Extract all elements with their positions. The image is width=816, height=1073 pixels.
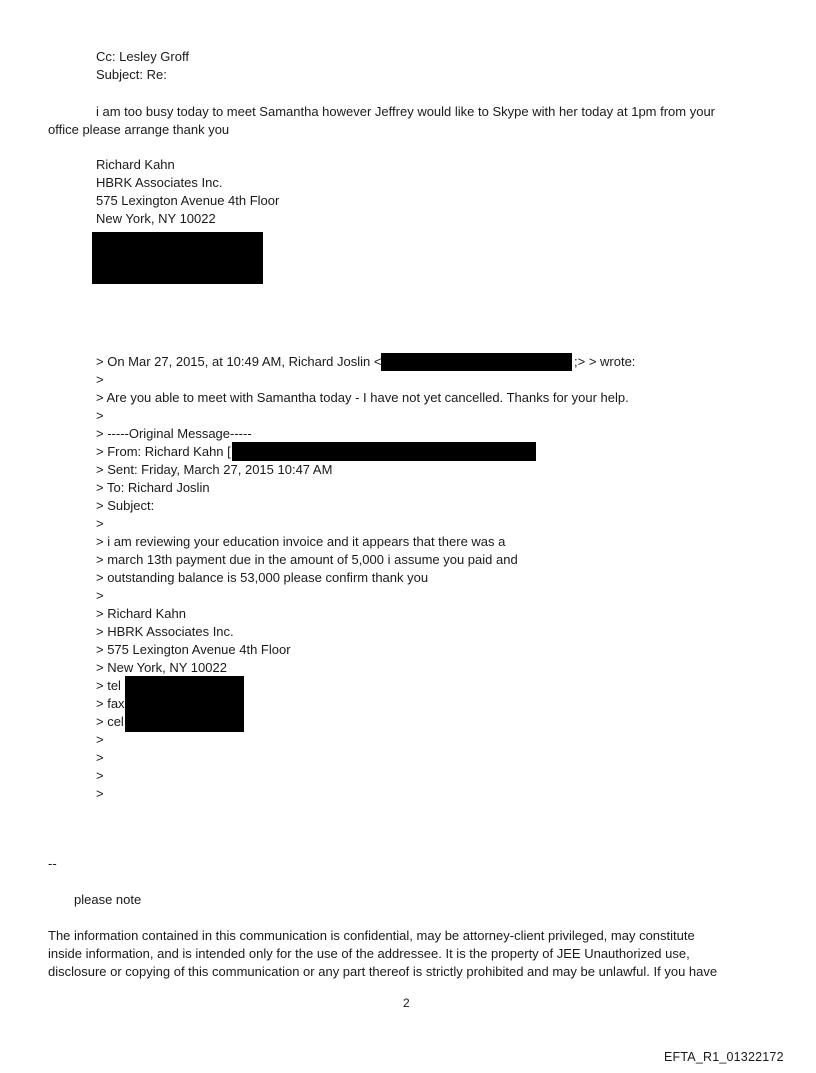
quoted-to: > To: Richard Joslin bbox=[96, 480, 210, 495]
disclaimer-line-2: inside information, and is intended only for the use of the addressee. It is the property of JEE Unauthorized use, bbox=[48, 946, 690, 961]
quoted-signature-city: > New York, NY 10022 bbox=[96, 660, 227, 675]
redaction-block bbox=[125, 676, 244, 732]
quoted-sent: > Sent: Friday, March 27, 2015 10:47 AM bbox=[96, 462, 333, 477]
page-number: 2 bbox=[403, 996, 410, 1010]
quoted-line: > bbox=[96, 372, 104, 387]
quoted-signature-name: > Richard Kahn bbox=[96, 606, 186, 621]
cc-line: Cc: Lesley Groff bbox=[96, 49, 189, 64]
redaction-block bbox=[381, 353, 572, 371]
redaction-block bbox=[232, 442, 536, 461]
body-line-1: i am too busy today to meet Samantha however Jeffrey would like to Skype with her today at 1pm from your bbox=[96, 104, 716, 119]
subject-line: Subject: Re: bbox=[96, 67, 167, 82]
quoted-line: > bbox=[96, 588, 104, 603]
quoted-fax: > fax bbox=[96, 696, 125, 711]
quoted-from: > From: Richard Kahn [ bbox=[96, 444, 231, 459]
quoted-line: > bbox=[96, 768, 104, 783]
quoted-line: > bbox=[96, 750, 104, 765]
redaction-block bbox=[92, 232, 263, 284]
quoted-subject: > Subject: bbox=[96, 498, 155, 513]
quoted-line: > bbox=[96, 408, 104, 423]
quoted-cel: > cel bbox=[96, 714, 124, 729]
quoted-line: > march 13th payment due in the amount of 5,000 i assume you paid and bbox=[96, 552, 518, 567]
quoted-line: > outstanding balance is 53,000 please confirm thank you bbox=[96, 570, 429, 585]
quoted-intro-end: ;> > wrote: bbox=[574, 354, 636, 369]
body-line-2: office please arrange thank you bbox=[48, 122, 230, 137]
signature-company: HBRK Associates Inc. bbox=[96, 175, 223, 190]
please-note: please note bbox=[74, 892, 142, 907]
quoted-line: > bbox=[96, 786, 104, 801]
signature-separator: -- bbox=[48, 856, 57, 871]
signature-city: New York, NY 10022 bbox=[96, 211, 216, 226]
quoted-line: > bbox=[96, 516, 104, 531]
quoted-signature-address: > 575 Lexington Avenue 4th Floor bbox=[96, 642, 291, 657]
disclaimer-line-3: disclosure or copying of this communication or any part thereof is strictly prohibited and may be unlawful. If you have bbox=[48, 964, 718, 979]
disclaimer-line-1: The information contained in this communication is confidential, may be attorney-client privileged, may constitute bbox=[48, 928, 695, 943]
signature-name: Richard Kahn bbox=[96, 157, 175, 172]
quoted-tel: > tel bbox=[96, 678, 121, 693]
quoted-signature-company: > HBRK Associates Inc. bbox=[96, 624, 234, 639]
quoted-line: > i am reviewing your education invoice and it appears that there was a bbox=[96, 534, 506, 549]
quoted-line: > -----Original Message----- bbox=[96, 426, 252, 441]
quoted-line: > Are you able to meet with Samantha today - I have not yet cancelled. Thanks for your help. bbox=[96, 390, 629, 405]
quoted-line: > bbox=[96, 732, 104, 747]
document-id: EFTA_R1_01322172 bbox=[664, 1050, 784, 1064]
signature-address: 575 Lexington Avenue 4th Floor bbox=[96, 193, 280, 208]
quoted-intro-start: > On Mar 27, 2015, at 10:49 AM, Richard Joslin < bbox=[96, 354, 382, 369]
